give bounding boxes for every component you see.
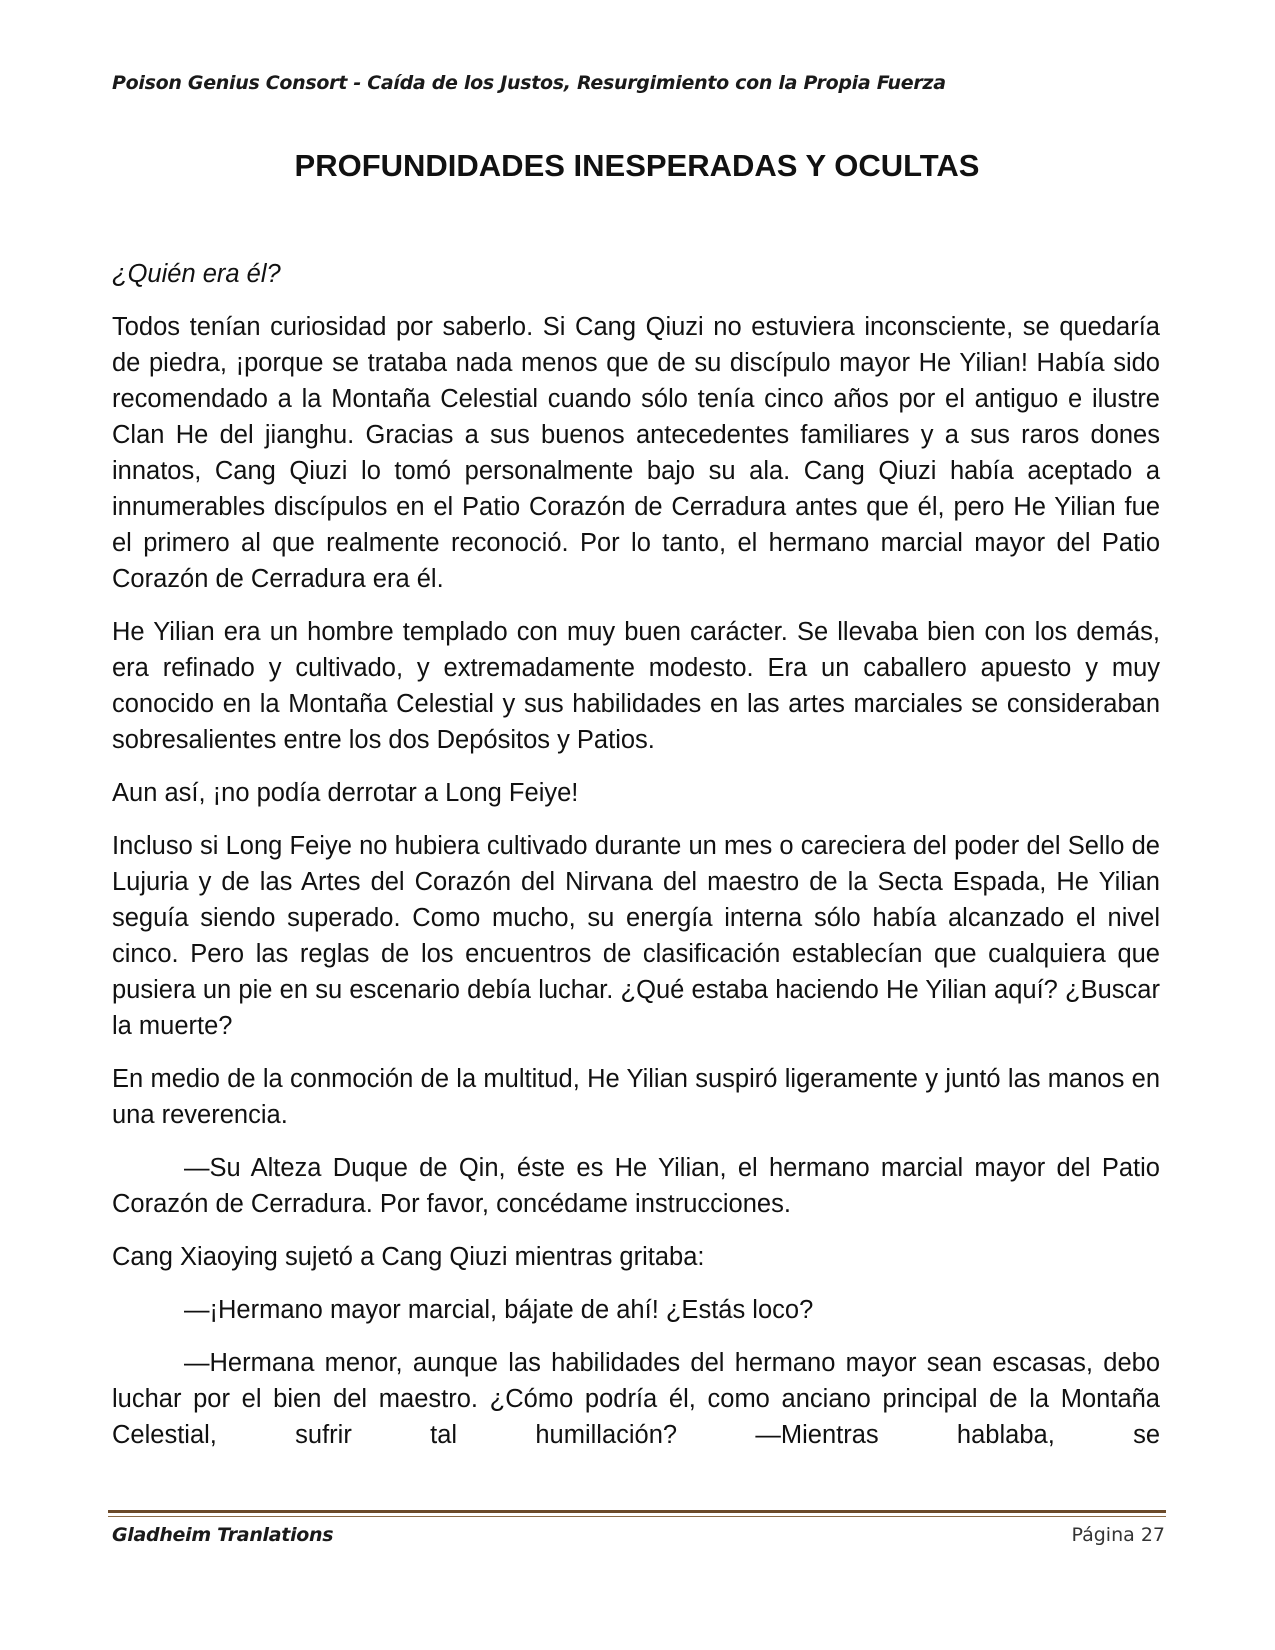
page-number: 27 bbox=[1140, 1524, 1165, 1546]
page-label: Página bbox=[1071, 1524, 1135, 1546]
body-text bbox=[112, 256, 1160, 1470]
paragraph: Todos tenían curiosidad por saberlo. Si Cang Qiuzi no estuviera inconsciente, se quedaría de piedra, ¡porque se trataba nada menos que de su discípulo mayor He Yilian! Había sido recomendado a la Montaña Celestial cuando sólo tenía cinco años por el antiguo e ilustre Clan He del jianghu. Gracias a sus buenos antecedentes familiares y a sus raros dones innatos, Cang Qiuzi lo tomó personalmente bajo su ala. Cang Qiuzi había aceptado a innumerables discípulos en el Patio Corazón de Cerradura antes que él, pero He Yilian fue el primero al que realmente reconoció. Por lo tanto, el hermano marcial mayor del Patio Corazón de Cerradura era él. bbox=[112, 313, 1160, 593]
running-header: Poison Genius Consort - Caída de los Justos, Resurgimiento con la Propia Fuerza bbox=[112, 72, 946, 94]
paragraph: Aun así, ¡no podía derrotar a Long Feiye! bbox=[112, 779, 579, 807]
footer-page-number bbox=[1071, 1524, 1165, 1546]
footer-publisher: Gladheim Tranlations bbox=[112, 1524, 334, 1546]
paragraph: He Yilian era un hombre templado con muy buen carácter. Se llevaba bien con los demás, era refinado y cultivado, y extremadamente modesto. Era un caballero apuesto y muy conocido en la Montaña Celestial y sus habilidades en las artes marciales se consideraban sobresalientes entre los dos Depósitos y Patios. bbox=[112, 618, 1160, 754]
paragraph: Incluso si Long Feiye no hubiera cultivado durante un mes o careciera del poder del Sello de Lujuria y de las Artes del Corazón del Nirvana del maestro de la Secta Espada, He Yilian seguía siendo superado. Como mucho, su energía interna sólo había alcanzado el nivel cinco. Pero las reglas de los encuentros de clasificación establecían que cualquiera que pusiera un pie en su escenario debía luchar. ¿Qué estaba haciendo He Yilian aquí? ¿Buscar la muerte? bbox=[112, 832, 1160, 1040]
footer-divider bbox=[108, 1510, 1166, 1517]
chapter-title: PROFUNDIDADES INESPERADAS Y OCULTAS bbox=[294, 148, 980, 183]
paragraph: Cang Xiaoying sujetó a Cang Qiuzi mientras gritaba: bbox=[112, 1243, 705, 1271]
paragraph: En medio de la conmoción de la multitud, He Yilian suspiró ligeramente y juntó las manos en una reverencia. bbox=[112, 1065, 1160, 1129]
footer-divider-thick bbox=[108, 1510, 1166, 1513]
paragraph: ¿Quién era él? bbox=[112, 260, 281, 288]
dialogue-paragraph: —Su Alteza Duque de Qin, éste es He Yilian, el hermano marcial mayor del Patio Corazón de Cerradura. Por favor, concédame instrucciones. bbox=[112, 1154, 1160, 1218]
dialogue-paragraph: —Hermana menor, aunque las habilidades del hermano mayor sean escasas, debo luchar por el bien del maestro. ¿Cómo podría él, como anciano principal de la Montaña Celestial, sufrir tal humillación? —Mientras hablaba, se bbox=[112, 1349, 1160, 1449]
footer-divider-thin bbox=[108, 1516, 1166, 1517]
dialogue-paragraph: —¡Hermano mayor marcial, bájate de ahí! ¿Estás loco? bbox=[184, 1296, 814, 1324]
